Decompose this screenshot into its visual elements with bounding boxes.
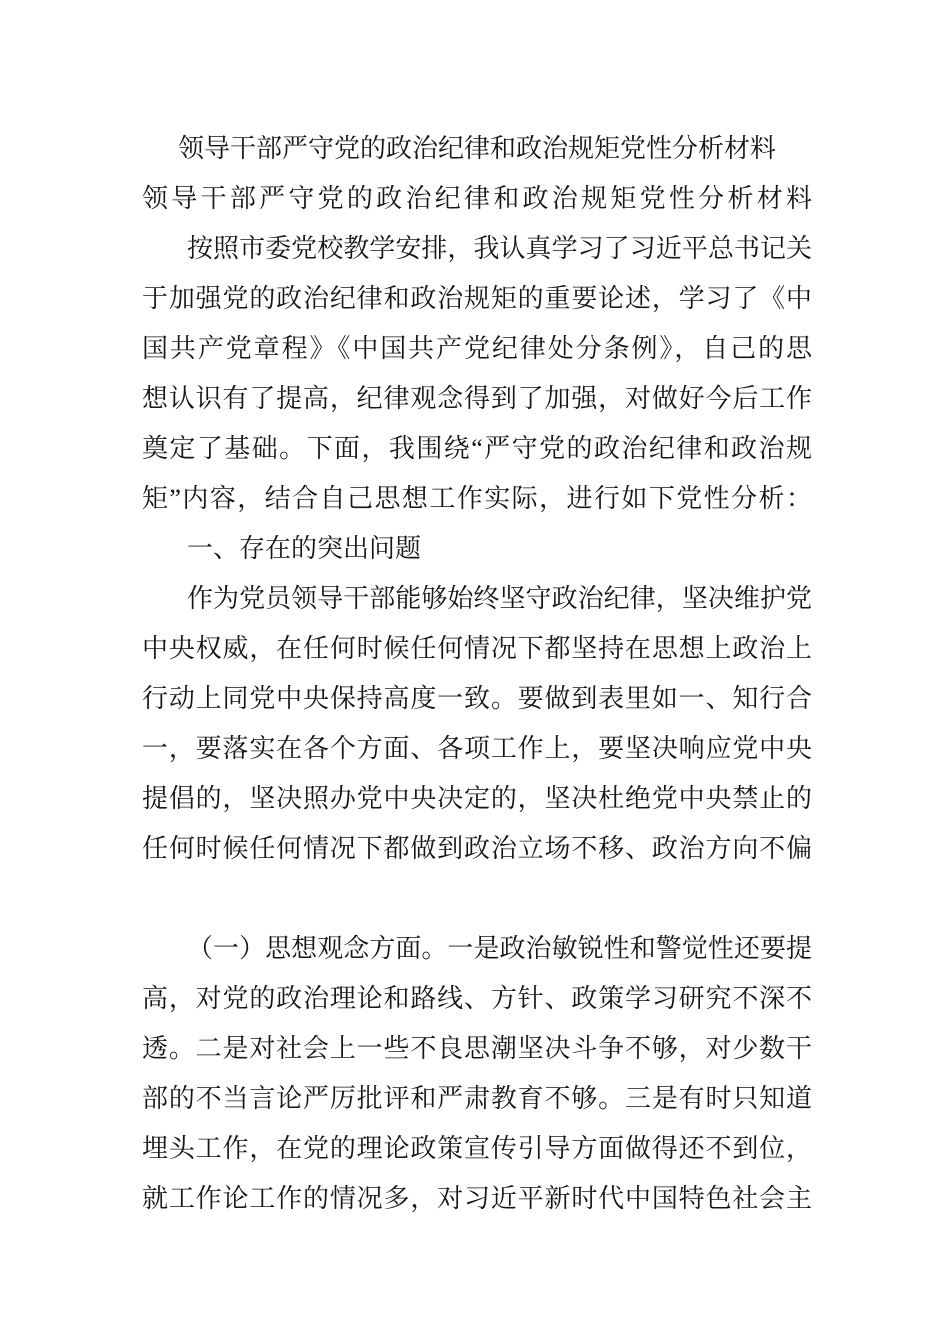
document-body [142, 124, 812, 1224]
text-line: 高，对党的政治理论和路线、方针、政策学习研究不深不 [142, 984, 812, 1013]
text-line: 于加强党的政治纪律和政治规矩的重要论述，学习了《中 [142, 284, 812, 313]
text-line: 就工作论工作的情况多，对习近平新时代中国特色社会主 [142, 1184, 812, 1213]
text-line: 提倡的，坚决照办党中央决定的，坚决杜绝党中央禁止的 [142, 784, 812, 813]
text-line: 一，要落实在各个方面、各项工作上，要坚决响应党中央 [142, 734, 812, 763]
text-line: 一、存在的突出问题 [187, 534, 422, 563]
text-line: 行动上同党中央保持高度一致。要做到表里如一、知行合 [142, 684, 812, 713]
blank-line [142, 874, 812, 924]
text-line: 领导干部严守党的政治纪律和政治规矩党性分析材料 [142, 184, 812, 213]
text-line: 透。二是对社会上一些不良思潮坚决斗争不够，对少数干 [142, 1034, 812, 1063]
text-line: 矩”内容，结合自己思想工作实际，进行如下党性分析： [142, 484, 812, 513]
text-line: 埋头工作，在党的理论政策宣传引导方面做得还不到位， [142, 1134, 812, 1163]
text-line: 中央权威，在任何时候任何情况下都坚持在思想上政治上 [142, 634, 812, 663]
text-line: 奠定了基础。下面，我围绕“严守党的政治纪律和政治规 [142, 434, 812, 463]
text-line: 想认识有了提高，纪律观念得到了加强，对做好今后工作 [142, 384, 812, 413]
text-line: 作为党员领导干部能够始终坚守政治纪律，坚决维护党 [187, 584, 812, 613]
text-line: 任何时候任何情况下都做到政治立场不移、政治方向不偏 [142, 834, 812, 863]
text-line: （一）思想观念方面。一是政治敏锐性和警觉性还要提 [187, 934, 812, 963]
text-line: 按照市委党校教学安排，我认真学习了习近平总书记关 [187, 234, 812, 263]
text-line: 国共产党章程》《中国共产党纪律处分条例》，自己的思 [142, 334, 812, 363]
text-line: 部的不当言论严厉批评和严肃教育不够。三是有时只知道 [142, 1084, 812, 1113]
text-line: 领导干部严守党的政治纪律和政治规矩党性分析材料 [177, 134, 776, 163]
